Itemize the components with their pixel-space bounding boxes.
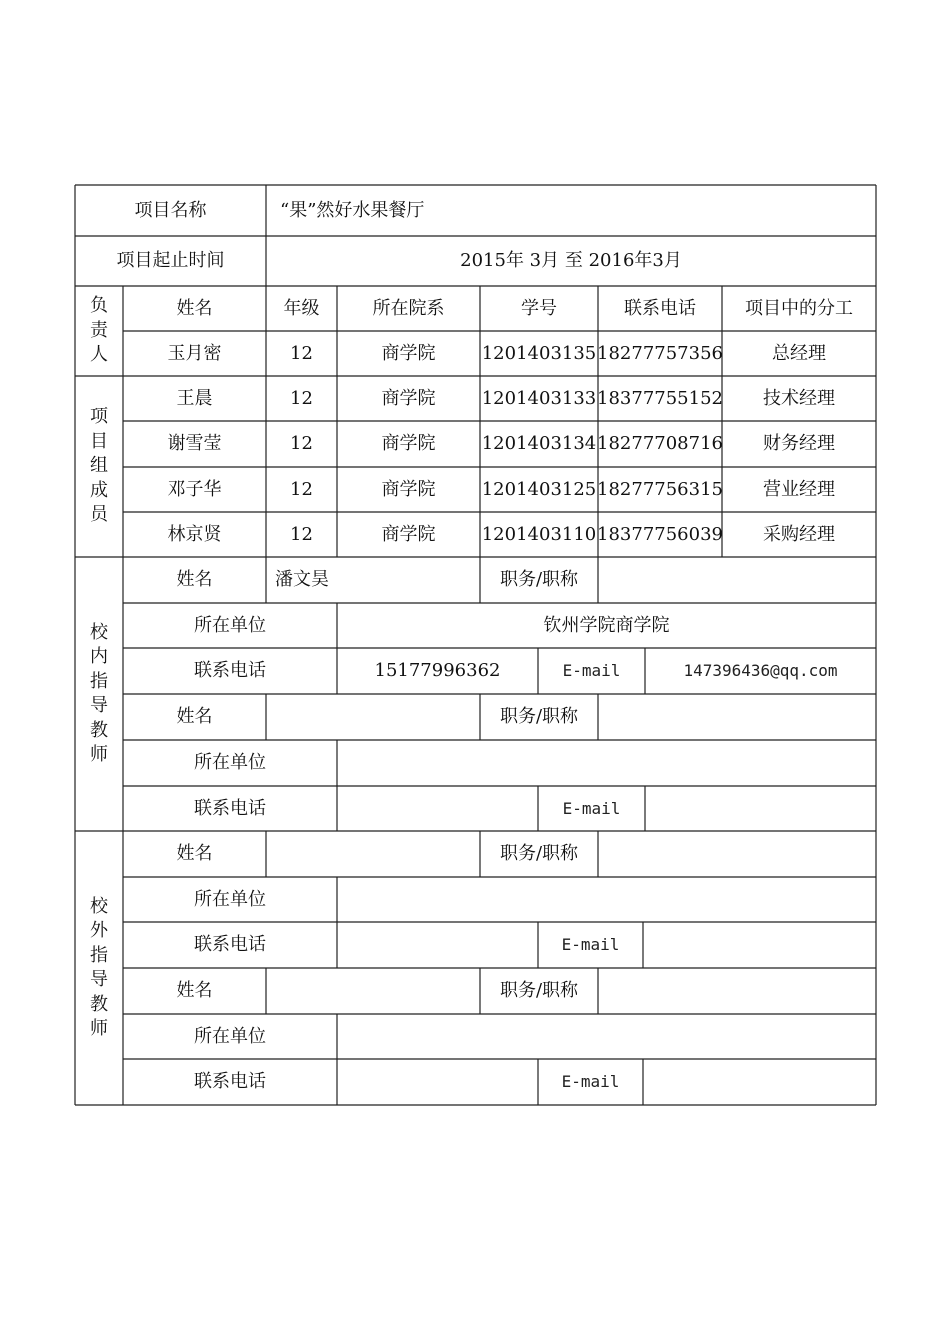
member-name: 林京贤 [167,523,222,545]
project-period-label: 项目起止时间 [116,250,225,271]
member-department: 商学院 [381,433,436,454]
leader-department: 商学院 [381,342,436,364]
external-advisor2-title-label: 职务/职称 [499,980,579,1001]
internal-advisor2-title-value [598,694,876,740]
internal-advisor2-title-label: 职务/职称 [499,706,579,727]
internal-advisor1-unit-value: 钦州学院商学院 [543,614,670,636]
internal-advisor1-email-label: E-mail [562,661,621,680]
external-advisor1-name-label: 姓名 [176,843,213,864]
project-period-value: 2015年 3月 至 2016年3月 [460,250,682,271]
internal-advisor1-email-value: 147396436@qq.com [683,661,838,680]
internal-advisor1-name-label: 姓名 [176,569,213,590]
member-phone: 18377755152 [597,387,723,409]
internal-label-char: 校 [90,621,108,643]
leader-phone: 18277757356 [597,342,723,364]
external-label-char: 校 [90,895,108,917]
external-label-char: 教 [90,993,108,1015]
member-department: 商学院 [381,387,436,409]
members-section-label [75,376,123,557]
internal-advisor2-phone-value [337,786,538,831]
project-name-value: “果”然好水果餐厅 [280,199,425,221]
external-advisor2-phone-value [337,1059,538,1105]
internal-label-char: 导 [90,695,108,716]
members-label-char: 员 [90,504,108,526]
members-label-char: 成 [90,479,108,501]
external-advisor1-title-label: 职务/职称 [499,843,579,864]
internal-advisor1-phone-value: 15177996362 [374,660,501,681]
project-name-label: 项目名称 [134,199,207,221]
member-student-id: 1201403133 [481,387,597,409]
external-advisor2-phone-label: 联系电话 [194,1071,266,1092]
member-grade: 12 [290,433,313,454]
member-grade: 12 [290,478,313,500]
external-advisor2-email-value [643,1059,876,1105]
internal-advisor2-email-label: E-mail [562,798,621,818]
member-phone: 18377756039 [597,523,723,545]
external-advisor1-unit-label: 所在单位 [194,888,266,910]
member-role: 财务经理 [763,433,835,454]
external-advisor2-title-value [598,968,876,1014]
member-department: 商学院 [381,523,436,545]
external-advisors-section-label [75,831,123,1105]
internal-advisor2-unit-value [337,740,876,786]
leader-name: 玉月密 [167,342,222,364]
internal-advisor1-unit-label: 所在单位 [194,614,266,636]
header-grade: 年级 [283,297,320,319]
external-advisor1-unit-value [337,877,876,922]
member-name: 王晨 [176,387,213,409]
internal-advisor2-unit-label: 所在单位 [194,752,266,773]
member-grade: 12 [290,523,313,545]
leader-section-label [75,286,123,376]
members-label-char: 项 [90,406,108,428]
external-label-char: 外 [90,920,108,941]
header-role: 项目中的分工 [745,297,853,319]
header-phone: 联系电话 [624,297,696,319]
member-role: 采购经理 [763,523,835,545]
leader-role: 总经理 [772,342,826,364]
external-advisor2-name-label: 姓名 [176,980,213,1001]
internal-advisors-section-label [75,557,123,831]
member-student-id: 1201403125 [481,478,597,500]
leader-grade: 12 [290,342,313,364]
header-department: 所在院系 [372,297,445,319]
internal-label-char: 教 [90,719,108,741]
member-role: 技术经理 [763,387,835,409]
member-name: 谢雪莹 [167,433,222,454]
external-label-char: 指 [90,944,108,966]
internal-advisor2-name-value [266,694,480,740]
external-advisor1-title-value [598,831,876,877]
internal-advisor2-phone-label: 联系电话 [194,797,266,819]
internal-advisor2-email-value [645,786,876,831]
external-advisor1-phone-label: 联系电话 [194,934,266,955]
leader-label-char: 责 [90,319,108,341]
member-student-id: 1201403134 [481,433,597,454]
leader-label-char: 人 [90,344,108,366]
internal-advisor1-name-value: 潘文昊 [275,569,329,590]
leader-label-char: 负 [90,295,108,317]
internal-advisor1-title-label: 职务/职称 [499,569,579,590]
internal-advisor2-name-label: 姓名 [176,706,213,727]
leader-student-id: 1201403135 [481,342,597,364]
member-student-id: 1201403110 [481,523,597,545]
member-role: 营业经理 [763,478,835,500]
members-label-char: 目 [90,430,108,452]
member-phone: 18277708716 [597,433,723,454]
internal-label-char: 师 [90,744,108,765]
external-label-char: 师 [90,1018,108,1039]
external-advisor1-email-value [643,922,876,968]
external-advisor2-unit-label: 所在单位 [194,1025,266,1047]
member-name: 邓子华 [167,478,222,500]
internal-advisor1-title-value [598,557,876,603]
internal-label-char: 指 [90,670,108,692]
member-phone: 18277756315 [597,478,723,500]
external-advisor2-email-label: E-mail [561,1072,620,1091]
external-advisor2-unit-value [337,1014,876,1059]
external-advisor1-phone-value [337,922,538,968]
member-department: 商学院 [381,478,436,500]
header-student-id: 学号 [521,297,557,319]
external-advisor1-email-label: E-mail [561,935,620,954]
members-label-char: 组 [90,455,108,477]
external-advisor1-name-value [266,831,480,877]
internal-advisor1-phone-label: 联系电话 [194,660,266,681]
external-advisor2-name-value [266,968,480,1014]
header-name: 姓名 [176,297,213,319]
member-grade: 12 [290,387,313,409]
internal-label-char: 内 [90,646,108,667]
external-label-char: 导 [90,969,108,990]
